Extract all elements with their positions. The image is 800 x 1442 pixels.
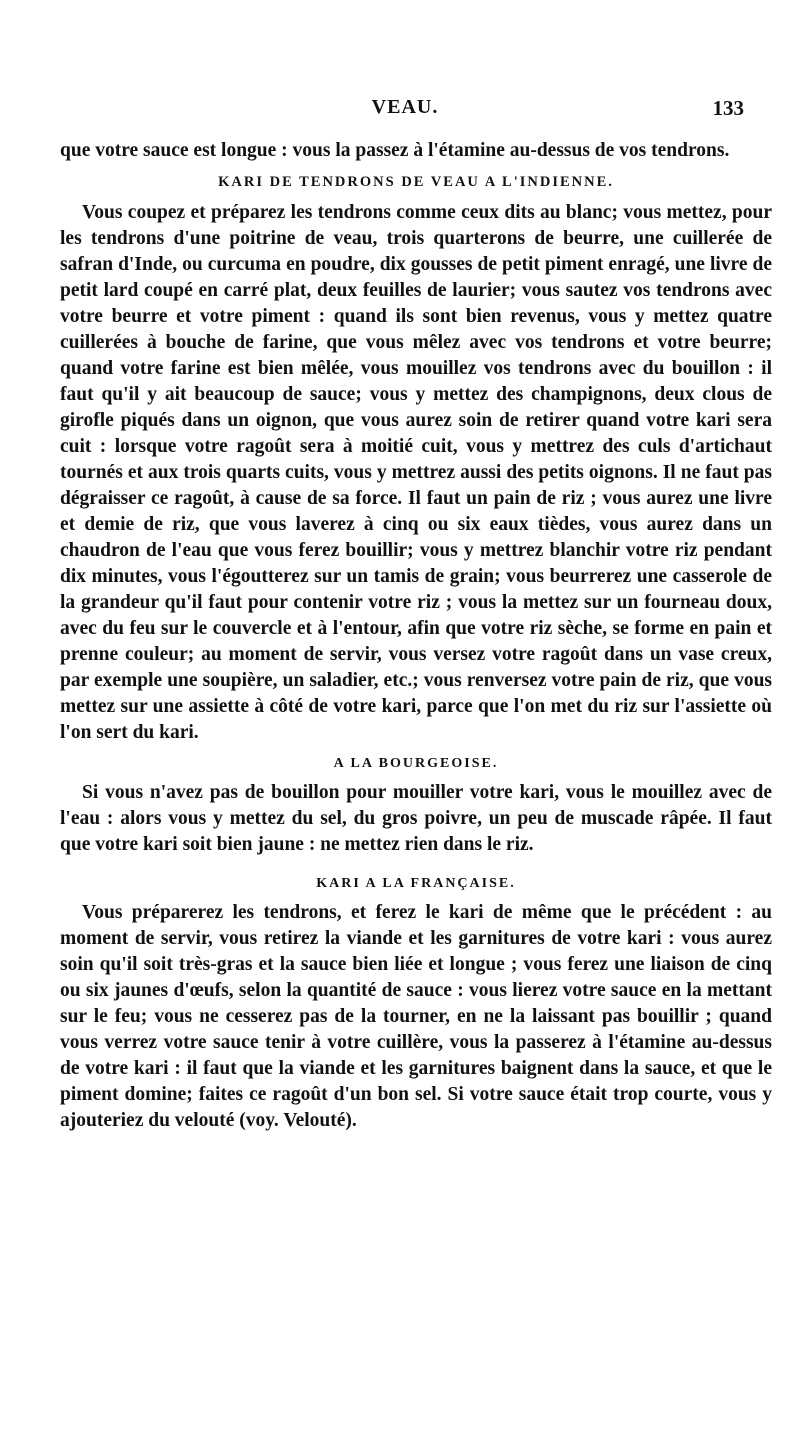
body-text bbox=[60, 138, 772, 1134]
continued-paragraph: que votre sauce est longue : vous la passez à l'étamine au-dessus de vos tendrons. bbox=[60, 140, 730, 161]
section-heading-kari-francaise: KARI A LA FRANÇAISE. bbox=[316, 876, 516, 891]
running-title: VEAU. bbox=[371, 96, 439, 118]
paragraph-kari-francaise: Vous préparerez les tendrons, et ferez le kari de même que le précédent : au moment de servir, vous retirez la viande et les garnitures de votre kari : vous aurez soin qu'il soit très-gras et la sauce bien liée et longue ; vous ferez une liaison de cinq ou six jaunes d'œufs, selon la quantité de sauce : vous lierez votre sauce en la mettant sur le feu; vous ne cesserez pas de la tourner, en ne la laissant pas bouillir ; quand vous verrez votre sauce tenir à votre cuillère, vous la passerez à l'étamine au-dessus de votre kari : il faut que la viande et les garnitures baignent dans la sauce, et que le piment domine; faites ce ragoût d'un bon sel. Si votre sauce était trop courte, vous y ajouteriez du velouté (voy. Velouté). bbox=[60, 902, 772, 1131]
page-number: 133 bbox=[712, 96, 744, 120]
running-head bbox=[60, 96, 750, 124]
section-heading-kari-indienne: KARI DE TENDRONS DE VEAU A L'INDIENNE. bbox=[218, 174, 614, 190]
section-gap bbox=[60, 858, 772, 866]
section-heading-bourgeoise: A LA BOURGEOISE. bbox=[333, 756, 499, 771]
paragraph-bourgeoise: Si vous n'avez pas de bouillon pour mouiller votre kari, vous le mouillez avec de l'eau : alors vous y mettez du sel, du gros poivre, un peu de muscade râpée. Il faut que votre kari soit bien jaune : ne mettez rien dans le riz. bbox=[60, 782, 772, 855]
paragraph-kari-indienne: Vous coupez et préparez les tendrons comme ceux dits au blanc; vous mettez, pour les tendrons d'une poitrine de veau, trois quarterons de beurre, une cuillerée de safran d'Inde, ou curcuma en poudre, dix gousses de petit piment enragé, une livre de petit lard coupé en carré plat, deux feuilles de laurier; vous sautez vos tendrons avec votre beurre et votre piment : quand ils sont bien revenus, vous y mettez quatre cuillerées à bouche de farine, que vous mêlez avec vos tendrons et votre beurre; quand votre farine est bien mêlée, vous mouillez vos tendrons avec du bouillon : il faut qu'il y ait beaucoup de sauce; vous y mettez des champignons, deux clous de girofle piqués dans un oignon, que vous aurez soin de retirer quand votre kari sera cuit : lorsque votre ragoût sera à moitié cuit, vous y mettrez des culs d'artichaut tournés et aux trois quarts cuits, vous y mettrez aussi des petits oignons. Il ne faut pas dégraisser ce ragoût, à cause de sa force. Il faut un pain de riz ; vous aurez une livre et demie de riz, que vous laverez à cinq ou six eaux tièdes, vous aurez dans un chaudron de l'eau que vous ferez bouillir; vous y mettrez blanchir votre riz pendant dix minutes, vous l'égoutterez sur un tamis de grain; vous beurrerez une casserole de la grandeur qu'il faut pour contenir votre riz ; vous la mettez sur un fourneau doux, avec du feu sur le couvercle et à l'entour, afin que votre riz sèche, se forme en pain et prenne couleur; au moment de servir, vous versez votre ragoût dans un vase creux, par exemple une soupière, un saladier, etc.; vous renversez votre pain de riz, que vous mettez sur une assiette à côté de votre kari, parce que l'on met du riz sur l'assiette où l'on sert du kari. bbox=[60, 202, 772, 743]
